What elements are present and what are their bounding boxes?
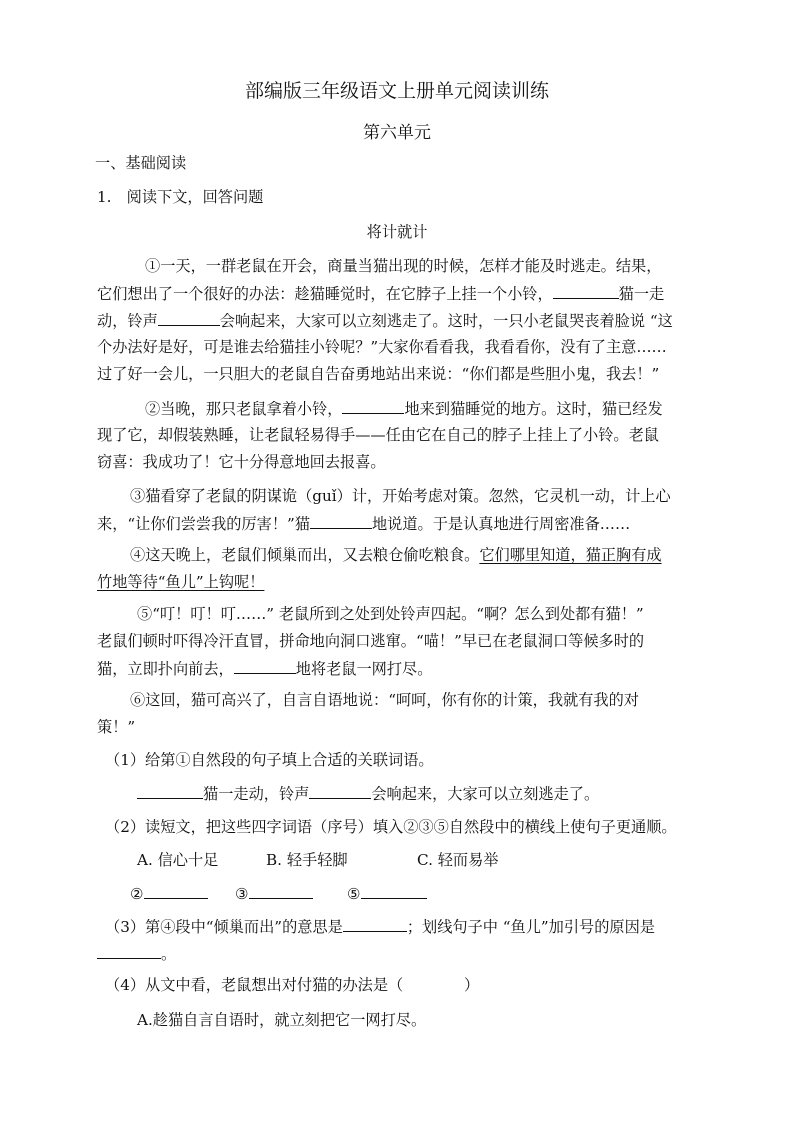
q2-label-2: ②: [130, 885, 144, 903]
p1-line3: [97, 310, 673, 331]
q2-answer-2: [130, 883, 208, 904]
q1-answer-line: [137, 783, 599, 804]
q2-answer-5: [347, 883, 427, 904]
p2-line2: 现了它，却假装熟睡，让老鼠轻易得手——任由它在自己的脖子上挂上了小铃。老鼠: [97, 426, 659, 444]
q2-option-c: C. 轻而易举: [417, 851, 499, 869]
q4-option-a: A.趁猫自言自语时，就立刻把它一网打尽。: [137, 1011, 427, 1029]
q2-label-5: ⑤: [347, 885, 361, 903]
q3-line1: [105, 916, 655, 937]
p1-line5: 过了好一会儿，一只胆大的老鼠自告奋勇地站出来说：“你们都是些胆小鬼，我去！”: [97, 365, 660, 383]
blank-p5[interactable]: [234, 658, 296, 674]
q2-answer-3: [235, 883, 313, 904]
unit-title: 第六单元: [363, 123, 431, 143]
story-title: 将计就计: [366, 223, 428, 241]
p5-line2: 老鼠们顿时吓得冷汗直冒，拼命地向洞口逃窜。“喵！”早已在老鼠洞口等候多时的: [97, 632, 645, 650]
blank-q2-5[interactable]: [361, 883, 427, 899]
p2-line1-text-b: 地来到猫睡觉的地方。这时，猫已经发: [404, 400, 663, 418]
q2-stem: （2）读短文，把这些四字词语（序号）填入②③⑤自然段中的横线上使句子更通顺。: [105, 818, 677, 836]
p5-line1: ⑤“叮！叮！叮……” 老鼠所到之处到处铃声四起。“啊？怎么到处都有猫！”: [137, 605, 644, 623]
p5-line3-text-a: 猫，立即扑向前去，: [97, 660, 234, 678]
blank-p2[interactable]: [342, 398, 404, 414]
q3-text-a: （3）第④段中“倾巢而出”的意思是: [105, 918, 343, 936]
q2-option-a: A. 信心十足: [137, 851, 219, 869]
p3-line1: ③猫看穿了老鼠的阴谋诡（guǐ）计，开始考虑对策。忽然，它灵机一动，计上心: [130, 487, 671, 505]
p5-line3-text-b: 地将老鼠一网打尽。: [295, 660, 433, 678]
p4-underlined-sentence: 它们哪里知道，猫正胸有成: [479, 546, 662, 564]
q2-label-3: ③: [235, 885, 249, 903]
p4-line2-underlined: 竹地等待“鱼儿”上钩呢！: [97, 573, 265, 591]
p1-line2-text-b: 猫一走: [618, 285, 665, 303]
question-heading: 1. 阅读下文，回答问题: [97, 188, 264, 206]
p2-line1: [145, 398, 663, 419]
q3-text-c: 。: [161, 945, 177, 963]
p1-line4: 个办法好是好，可是谁去给猫挂小铃呢？”大家你看看我，我看看你，没有了主意……: [97, 338, 667, 356]
doc-title: 部编版三年级语文上册单元阅读训练: [244, 80, 549, 102]
p3-line2: [97, 513, 630, 534]
q1-text-a: 猫一走动，铃声: [203, 785, 310, 803]
blank-q2-2[interactable]: [144, 883, 208, 899]
p3-line2-text-a: 来，“让你们尝尝我的厉害！”猫: [97, 515, 310, 533]
p1-line3-text-b: 会响起来，大家可以立刻逃走了。这时，一只小老鼠哭丧着脸说 “这: [219, 312, 673, 330]
p1-line1: ①一天，一群老鼠在开会，商量当猫出现的时候，怎样才能及时逃走。结果，: [145, 257, 662, 275]
p5-line3: [97, 658, 432, 679]
p4-line1: [130, 545, 662, 565]
q4-stem: （4）从文中看，老鼠想出对付猫的办法是（ ）: [105, 976, 480, 994]
blank-q1-b[interactable]: [309, 783, 371, 799]
blank-q3-b[interactable]: [97, 943, 161, 959]
p2-line1-text-a: ②当晚，那只老鼠拿着小铃，: [145, 400, 343, 418]
q3-text-b: ；划线句子中 “鱼儿”加引号的原因是: [406, 918, 655, 936]
p6-line2: 策！”: [97, 718, 136, 736]
p3-line2-text-b: 地说道。于是认真地进行周密准备……: [371, 515, 631, 533]
p2-line3: 窃喜：我成功了！它十分得意地回去报喜。: [97, 453, 386, 471]
blank-q1-a[interactable]: [137, 783, 203, 799]
p4-line1-text-a: ④这天晚上，老鼠们倾巢而出，又去粮仓偷吃粮食。: [130, 546, 480, 564]
q1-stem: （1）给第①自然段的句子填上合适的关联词语。: [105, 751, 434, 769]
blank-p3[interactable]: [310, 513, 372, 529]
q2-option-b: B. 轻手轻脚: [266, 851, 348, 869]
blank-q3-a[interactable]: [343, 916, 407, 932]
q1-text-b: 会响起来，大家可以立刻逃走了。: [371, 785, 600, 803]
p1-line3-text-a: 动，铃声: [97, 312, 158, 330]
p6-line1: ⑥这回，猫可高兴了，自言自语地说：“呵呵，你有你的计策，我就有我的对: [130, 691, 639, 709]
q3-line2: [97, 943, 176, 964]
p1-line2: [97, 283, 664, 304]
p1-line2-text-a: 它们想出了一个很好的办法：趁猫睡觉时，在它脖子上挂一个小铃，: [97, 285, 553, 303]
section-heading: 一、基础阅读: [95, 154, 187, 172]
blank-q2-3[interactable]: [249, 883, 313, 899]
blank-p1-2[interactable]: [158, 310, 220, 326]
blank-p1-1[interactable]: [553, 283, 619, 299]
